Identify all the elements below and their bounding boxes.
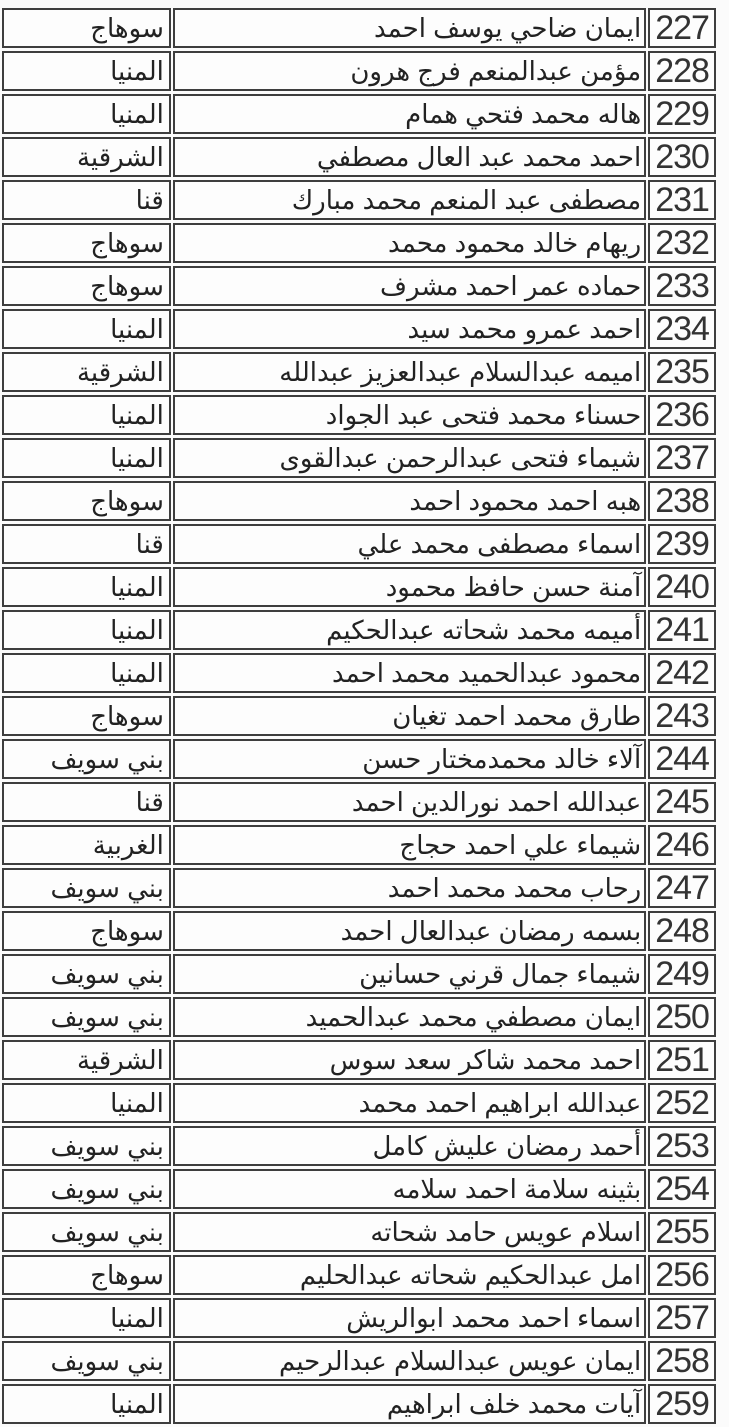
table-row — [2, 1384, 716, 1424]
person-name-cell: هاله محمد فتحي همام — [173, 94, 646, 134]
governorate-cell: الشرقية — [2, 352, 171, 392]
table-row — [2, 868, 716, 908]
row-number-cell: 252 — [648, 1083, 716, 1123]
governorate-cell: قنا — [2, 782, 171, 822]
governorate-cell: بني سويف — [2, 1212, 171, 1252]
governorate-cell: سوهاج — [2, 911, 171, 951]
governorate-cell: المنيا — [2, 1384, 171, 1424]
row-number-cell: 240 — [648, 567, 716, 607]
person-name-cell: مصطفى عبد المنعم محمد مبارك — [173, 180, 646, 220]
row-number-cell: 245 — [648, 782, 716, 822]
row-number-cell: 231 — [648, 180, 716, 220]
person-name-cell: شيماء فتحى عبدالرحمن عبدالقوى — [173, 438, 646, 478]
table-row — [2, 481, 716, 521]
table-row — [2, 1083, 716, 1123]
person-name-cell: شيماء جمال قرني حسانين — [173, 954, 646, 994]
governorate-cell: المنيا — [2, 94, 171, 134]
person-name-cell: احمد محمد عبد العال مصطفي — [173, 137, 646, 177]
row-number-cell: 254 — [648, 1169, 716, 1209]
row-number-cell: 228 — [648, 51, 716, 91]
table-row — [2, 524, 716, 564]
governorate-cell: المنيا — [2, 1083, 171, 1123]
row-number-cell: 251 — [648, 1040, 716, 1080]
person-name-cell: احمد محمد شاكر سعد سوس — [173, 1040, 646, 1080]
person-name-cell: حماده عمر احمد مشرف — [173, 266, 646, 306]
person-name-cell: ايمان عويس عبدالسلام عبدالرحيم — [173, 1341, 646, 1381]
table-row — [2, 51, 716, 91]
governorate-cell: سوهاج — [2, 8, 171, 48]
governorate-cell: سوهاج — [2, 1255, 171, 1295]
governorate-cell: المنيا — [2, 309, 171, 349]
names-roster-table — [0, 5, 718, 1427]
person-name-cell: هبه احمد محمود احمد — [173, 481, 646, 521]
table-row — [2, 137, 716, 177]
row-number-cell: 248 — [648, 911, 716, 951]
row-number-cell: 235 — [648, 352, 716, 392]
governorate-cell: سوهاج — [2, 481, 171, 521]
row-number-cell: 243 — [648, 696, 716, 736]
table-row — [2, 1341, 716, 1381]
governorate-cell: المنيا — [2, 567, 171, 607]
table-row — [2, 653, 716, 693]
row-number-cell: 242 — [648, 653, 716, 693]
table-row — [2, 395, 716, 435]
table-row — [2, 180, 716, 220]
governorate-cell: بني سويف — [2, 997, 171, 1037]
table-row — [2, 610, 716, 650]
row-number-cell: 229 — [648, 94, 716, 134]
table-row — [2, 1255, 716, 1295]
governorate-cell: المنيا — [2, 438, 171, 478]
governorate-cell: الغربية — [2, 825, 171, 865]
person-name-cell: أحمد رمضان عليش كامل — [173, 1126, 646, 1166]
row-number-cell: 238 — [648, 481, 716, 521]
row-number-cell: 250 — [648, 997, 716, 1037]
row-number-cell: 253 — [648, 1126, 716, 1166]
governorate-cell: بني سويف — [2, 1341, 171, 1381]
person-name-cell: بسمه رمضان عبدالعال احمد — [173, 911, 646, 951]
table-row — [2, 1298, 716, 1338]
table-row — [2, 997, 716, 1037]
governorate-cell: الشرقية — [2, 137, 171, 177]
person-name-cell: اسماء مصطفى محمد علي — [173, 524, 646, 564]
table-row — [2, 438, 716, 478]
person-name-cell: حسناء محمد فتحى عبد الجواد — [173, 395, 646, 435]
governorate-cell: سوهاج — [2, 266, 171, 306]
table-row — [2, 352, 716, 392]
table-row — [2, 1126, 716, 1166]
table-row — [2, 309, 716, 349]
person-name-cell: عبدالله ابراهيم احمد محمد — [173, 1083, 646, 1123]
person-name-cell: رحاب محمد محمد احمد — [173, 868, 646, 908]
governorate-cell: قنا — [2, 180, 171, 220]
table-row — [2, 8, 716, 48]
person-name-cell: أميمه محمد شحاته عبدالحكيم — [173, 610, 646, 650]
table-row — [2, 1212, 716, 1252]
table-row — [2, 825, 716, 865]
governorate-cell: بني سويف — [2, 868, 171, 908]
person-name-cell: عبدالله احمد نورالدين احمد — [173, 782, 646, 822]
table-row — [2, 94, 716, 134]
row-number-cell: 258 — [648, 1341, 716, 1381]
row-number-cell: 249 — [648, 954, 716, 994]
row-number-cell: 233 — [648, 266, 716, 306]
table-row — [2, 1040, 716, 1080]
table-row — [2, 954, 716, 994]
governorate-cell: المنيا — [2, 51, 171, 91]
row-number-cell: 236 — [648, 395, 716, 435]
governorate-cell: بني سويف — [2, 739, 171, 779]
row-number-cell: 247 — [648, 868, 716, 908]
governorate-cell: قنا — [2, 524, 171, 564]
person-name-cell: مؤمن عبدالمنعم فرج هرون — [173, 51, 646, 91]
governorate-cell: الشرقية — [2, 1040, 171, 1080]
governorate-cell: سوهاج — [2, 223, 171, 263]
table-row — [2, 567, 716, 607]
row-number-cell: 237 — [648, 438, 716, 478]
governorate-cell: المنيا — [2, 395, 171, 435]
person-name-cell: اميمه عبدالسلام عبدالعزيز عبدالله — [173, 352, 646, 392]
row-number-cell: 230 — [648, 137, 716, 177]
row-number-cell: 227 — [648, 8, 716, 48]
row-number-cell: 246 — [648, 825, 716, 865]
person-name-cell: اسلام عويس حامد شحاته — [173, 1212, 646, 1252]
table-row — [2, 223, 716, 263]
person-name-cell: ريهام خالد محمود محمد — [173, 223, 646, 263]
governorate-cell: المنيا — [2, 1298, 171, 1338]
table-row — [2, 782, 716, 822]
table-row — [2, 1169, 716, 1209]
table-row — [2, 696, 716, 736]
person-name-cell: محمود عبدالحميد محمد احمد — [173, 653, 646, 693]
person-name-cell: امل عبدالحكيم شحاته عبدالحليم — [173, 1255, 646, 1295]
person-name-cell: آمنة حسن حافظ محمود — [173, 567, 646, 607]
row-number-cell: 234 — [648, 309, 716, 349]
row-number-cell: 232 — [648, 223, 716, 263]
governorate-cell: بني سويف — [2, 1169, 171, 1209]
person-name-cell: آلاء خالد محمدمختار حسن — [173, 739, 646, 779]
row-number-cell: 239 — [648, 524, 716, 564]
governorate-cell: بني سويف — [2, 1126, 171, 1166]
row-number-cell: 244 — [648, 739, 716, 779]
table-row — [2, 739, 716, 779]
row-number-cell: 255 — [648, 1212, 716, 1252]
row-number-cell: 259 — [648, 1384, 716, 1424]
governorate-cell: المنيا — [2, 610, 171, 650]
governorate-cell: المنيا — [2, 653, 171, 693]
governorate-cell: سوهاج — [2, 696, 171, 736]
row-number-cell: 257 — [648, 1298, 716, 1338]
person-name-cell: ايمان مصطفي محمد عبدالحميد — [173, 997, 646, 1037]
person-name-cell: احمد عمرو محمد سيد — [173, 309, 646, 349]
row-number-cell: 256 — [648, 1255, 716, 1295]
person-name-cell: شيماء علي احمد حجاج — [173, 825, 646, 865]
person-name-cell: آيات محمد خلف ابراهيم — [173, 1384, 646, 1424]
person-name-cell: ايمان ضاحي يوسف احمد — [173, 8, 646, 48]
governorate-cell: بني سويف — [2, 954, 171, 994]
person-name-cell: اسماء احمد محمد ابوالريش — [173, 1298, 646, 1338]
table-row — [2, 266, 716, 306]
person-name-cell: بثينه سلامة احمد سلامه — [173, 1169, 646, 1209]
person-name-cell: طارق محمد احمد تغيان — [173, 696, 646, 736]
row-number-cell: 241 — [648, 610, 716, 650]
table-row — [2, 911, 716, 951]
